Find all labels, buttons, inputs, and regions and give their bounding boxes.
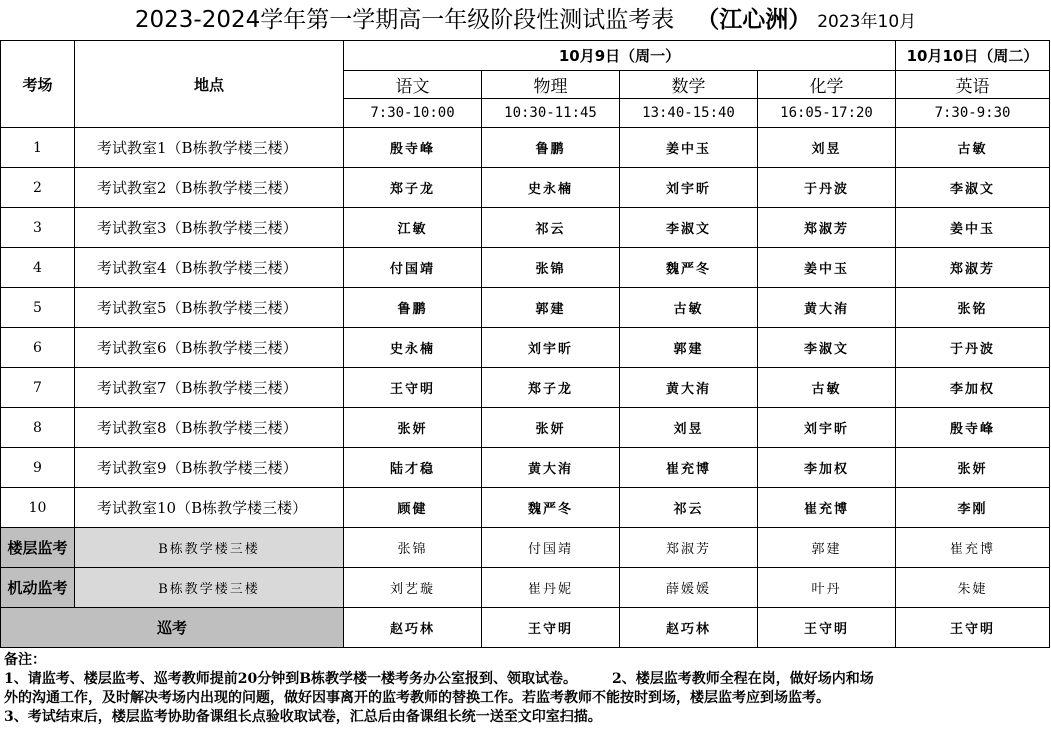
proctor-name: 郭建 (758, 528, 896, 568)
proctor-name: 郑子龙 (344, 168, 482, 208)
table-row (1, 328, 1050, 368)
room-number: 5 (1, 288, 75, 328)
room-number: 9 (1, 448, 75, 488)
proctor-name: 张锦 (344, 528, 482, 568)
proctor-name: 刘昱 (620, 408, 758, 448)
proctor-name: 黄大洧 (758, 288, 896, 328)
patrol-name: 王守明 (758, 608, 896, 648)
room-number: 7 (1, 368, 75, 408)
table-row (1, 208, 1050, 248)
proctor-name: 黄大洧 (620, 368, 758, 408)
patrol-name: 王守明 (482, 608, 620, 648)
mobile-location: B栋教学楼三楼 (75, 568, 344, 608)
proctor-name: 祁云 (482, 208, 620, 248)
proctor-name: 王守明 (344, 368, 482, 408)
proctor-name: 魏严冬 (620, 248, 758, 288)
proctor-name: 魏严冬 (482, 488, 620, 528)
proctor-name: 郑淑芳 (896, 248, 1050, 288)
patrol-row (1, 608, 1050, 648)
table-row (1, 168, 1050, 208)
proctor-name: 李淑文 (758, 328, 896, 368)
patrol-name: 赵巧林 (344, 608, 482, 648)
patrol-name: 王守明 (896, 608, 1050, 648)
patrol-label: 巡考 (1, 608, 344, 648)
room-location: 考试教室2（B栋教学楼三楼） (75, 168, 344, 208)
proctor-name: 江敏 (344, 208, 482, 248)
mobile-proctor-row (1, 568, 1050, 608)
table-row (1, 408, 1050, 448)
room-number: 4 (1, 248, 75, 288)
proctor-name: 殷寺峰 (344, 128, 482, 168)
table-row (1, 368, 1050, 408)
subject-time: 16:05-17:20 (758, 99, 896, 128)
title-date: 2023年10月 (817, 12, 917, 32)
proctor-name: 陆才稳 (344, 448, 482, 488)
room-location: 考试教室5（B栋教学楼三楼） (75, 288, 344, 328)
table-row (1, 288, 1050, 328)
proctor-name: 张妍 (896, 448, 1050, 488)
room-number: 3 (1, 208, 75, 248)
proctor-name: 刘宇昕 (758, 408, 896, 448)
proctor-table (0, 40, 1050, 648)
proctor-name: 张妍 (482, 408, 620, 448)
proctor-name: 郭建 (482, 288, 620, 328)
floor-location: B栋教学楼三楼 (75, 528, 344, 568)
proctor-name: 史永楠 (344, 328, 482, 368)
table-row (1, 128, 1050, 168)
proctor-name: 鲁鹏 (482, 128, 620, 168)
proctor-name: 姜中玉 (620, 128, 758, 168)
proctor-name: 姜中玉 (758, 248, 896, 288)
proctor-name: 古敏 (896, 128, 1050, 168)
header-room: 考场 (1, 41, 75, 128)
proctor-name: 殷寺峰 (896, 408, 1050, 448)
title-campus: （江心洲） (696, 7, 812, 33)
proctor-name: 付国靖 (344, 248, 482, 288)
room-location: 考试教室10（B栋教学楼三楼） (75, 488, 344, 528)
proctor-name: 史永楠 (482, 168, 620, 208)
proctor-name: 刘艺璇 (344, 568, 482, 608)
room-number: 6 (1, 328, 75, 368)
room-location: 考试教室1（B栋教学楼三楼） (75, 128, 344, 168)
notes-line-3: 3、考试结束后，楼层监考协助备课组长点验收取试卷，汇总后由备课组长统一送至文印室扫描。 (4, 709, 602, 725)
proctor-name: 祁云 (620, 488, 758, 528)
subject-time: 7:30-9:30 (896, 99, 1050, 128)
notes (4, 651, 1049, 727)
subject-header: 化学 (758, 71, 896, 99)
notes-line-1: 1、请监考、楼层监考、巡考教师提前20分钟到B栋教学楼一楼考务办公室报到、领取试卷。 2、楼层监考教师全程在岗，做好场内和场 (4, 671, 874, 687)
proctor-name: 姜中玉 (896, 208, 1050, 248)
subject-time: 13:40-15:40 (620, 99, 758, 128)
proctor-name: 刘宇昕 (620, 168, 758, 208)
table-row (1, 448, 1050, 488)
subject-header: 英语 (896, 71, 1050, 99)
subject-header: 语文 (344, 71, 482, 99)
mobile-label: 机动监考 (1, 568, 75, 608)
proctor-name: 于丹波 (758, 168, 896, 208)
proctor-name: 付国靖 (482, 528, 620, 568)
proctor-name: 郑淑芳 (620, 528, 758, 568)
patrol-name: 赵巧林 (620, 608, 758, 648)
proctor-name: 张铭 (896, 288, 1050, 328)
room-location: 考试教室8（B栋教学楼三楼） (75, 408, 344, 448)
proctor-name: 李刚 (896, 488, 1050, 528)
proctor-name: 张锦 (482, 248, 620, 288)
proctor-name: 古敏 (758, 368, 896, 408)
room-location: 考试教室4（B栋教学楼三楼） (75, 248, 344, 288)
room-number: 8 (1, 408, 75, 448)
proctor-name: 张妍 (344, 408, 482, 448)
page-title (0, 0, 1051, 40)
floor-proctor-row (1, 528, 1050, 568)
subject-header: 数学 (620, 71, 758, 99)
room-number: 2 (1, 168, 75, 208)
proctor-name: 鲁鹏 (344, 288, 482, 328)
header-day1: 10月9日（周一） (344, 41, 896, 71)
proctor-name: 黄大洧 (482, 448, 620, 488)
notes-title: 备注： (4, 652, 46, 668)
proctor-name: 于丹波 (896, 328, 1050, 368)
proctor-name: 刘昱 (758, 128, 896, 168)
room-location: 考试教室6（B栋教学楼三楼） (75, 328, 344, 368)
proctor-name: 郭建 (620, 328, 758, 368)
proctor-name: 李淑文 (620, 208, 758, 248)
proctor-name: 崔充博 (758, 488, 896, 528)
title-main: 2023-2024学年第一学期高一年级阶段性测试监考表 (134, 7, 675, 33)
header-day2: 10月10日（周二） (896, 41, 1050, 71)
proctor-name: 李淑文 (896, 168, 1050, 208)
subject-time: 7:30-10:00 (344, 99, 482, 128)
proctor-name: 崔充博 (896, 528, 1050, 568)
proctor-name: 刘宇昕 (482, 328, 620, 368)
proctor-name: 古敏 (620, 288, 758, 328)
proctor-name: 叶丹 (758, 568, 896, 608)
proctor-name: 郑子龙 (482, 368, 620, 408)
proctor-name: 李加权 (758, 448, 896, 488)
room-number: 1 (1, 128, 75, 168)
room-location: 考试教室9（B栋教学楼三楼） (75, 448, 344, 488)
subject-time: 10:30-11:45 (482, 99, 620, 128)
proctor-name: 朱婕 (896, 568, 1050, 608)
room-number: 10 (1, 488, 75, 528)
table-row (1, 248, 1050, 288)
proctor-name: 顾健 (344, 488, 482, 528)
subject-header: 物理 (482, 71, 620, 99)
room-location: 考试教室3（B栋教学楼三楼） (75, 208, 344, 248)
table-row (1, 488, 1050, 528)
proctor-name: 薛媛媛 (620, 568, 758, 608)
proctor-name: 崔丹妮 (482, 568, 620, 608)
floor-label: 楼层监考 (1, 528, 75, 568)
header-location: 地点 (75, 41, 344, 128)
proctor-name: 郑淑芳 (758, 208, 896, 248)
room-location: 考试教室7（B栋教学楼三楼） (75, 368, 344, 408)
proctor-name: 崔充博 (620, 448, 758, 488)
notes-line-2: 外的沟通工作，及时解决考场内出现的问题，做好因事离开的监考教师的替换工作。若监考教师不能按时到场，楼层监考应到场监考。 (4, 690, 830, 706)
proctor-name: 李加权 (896, 368, 1050, 408)
